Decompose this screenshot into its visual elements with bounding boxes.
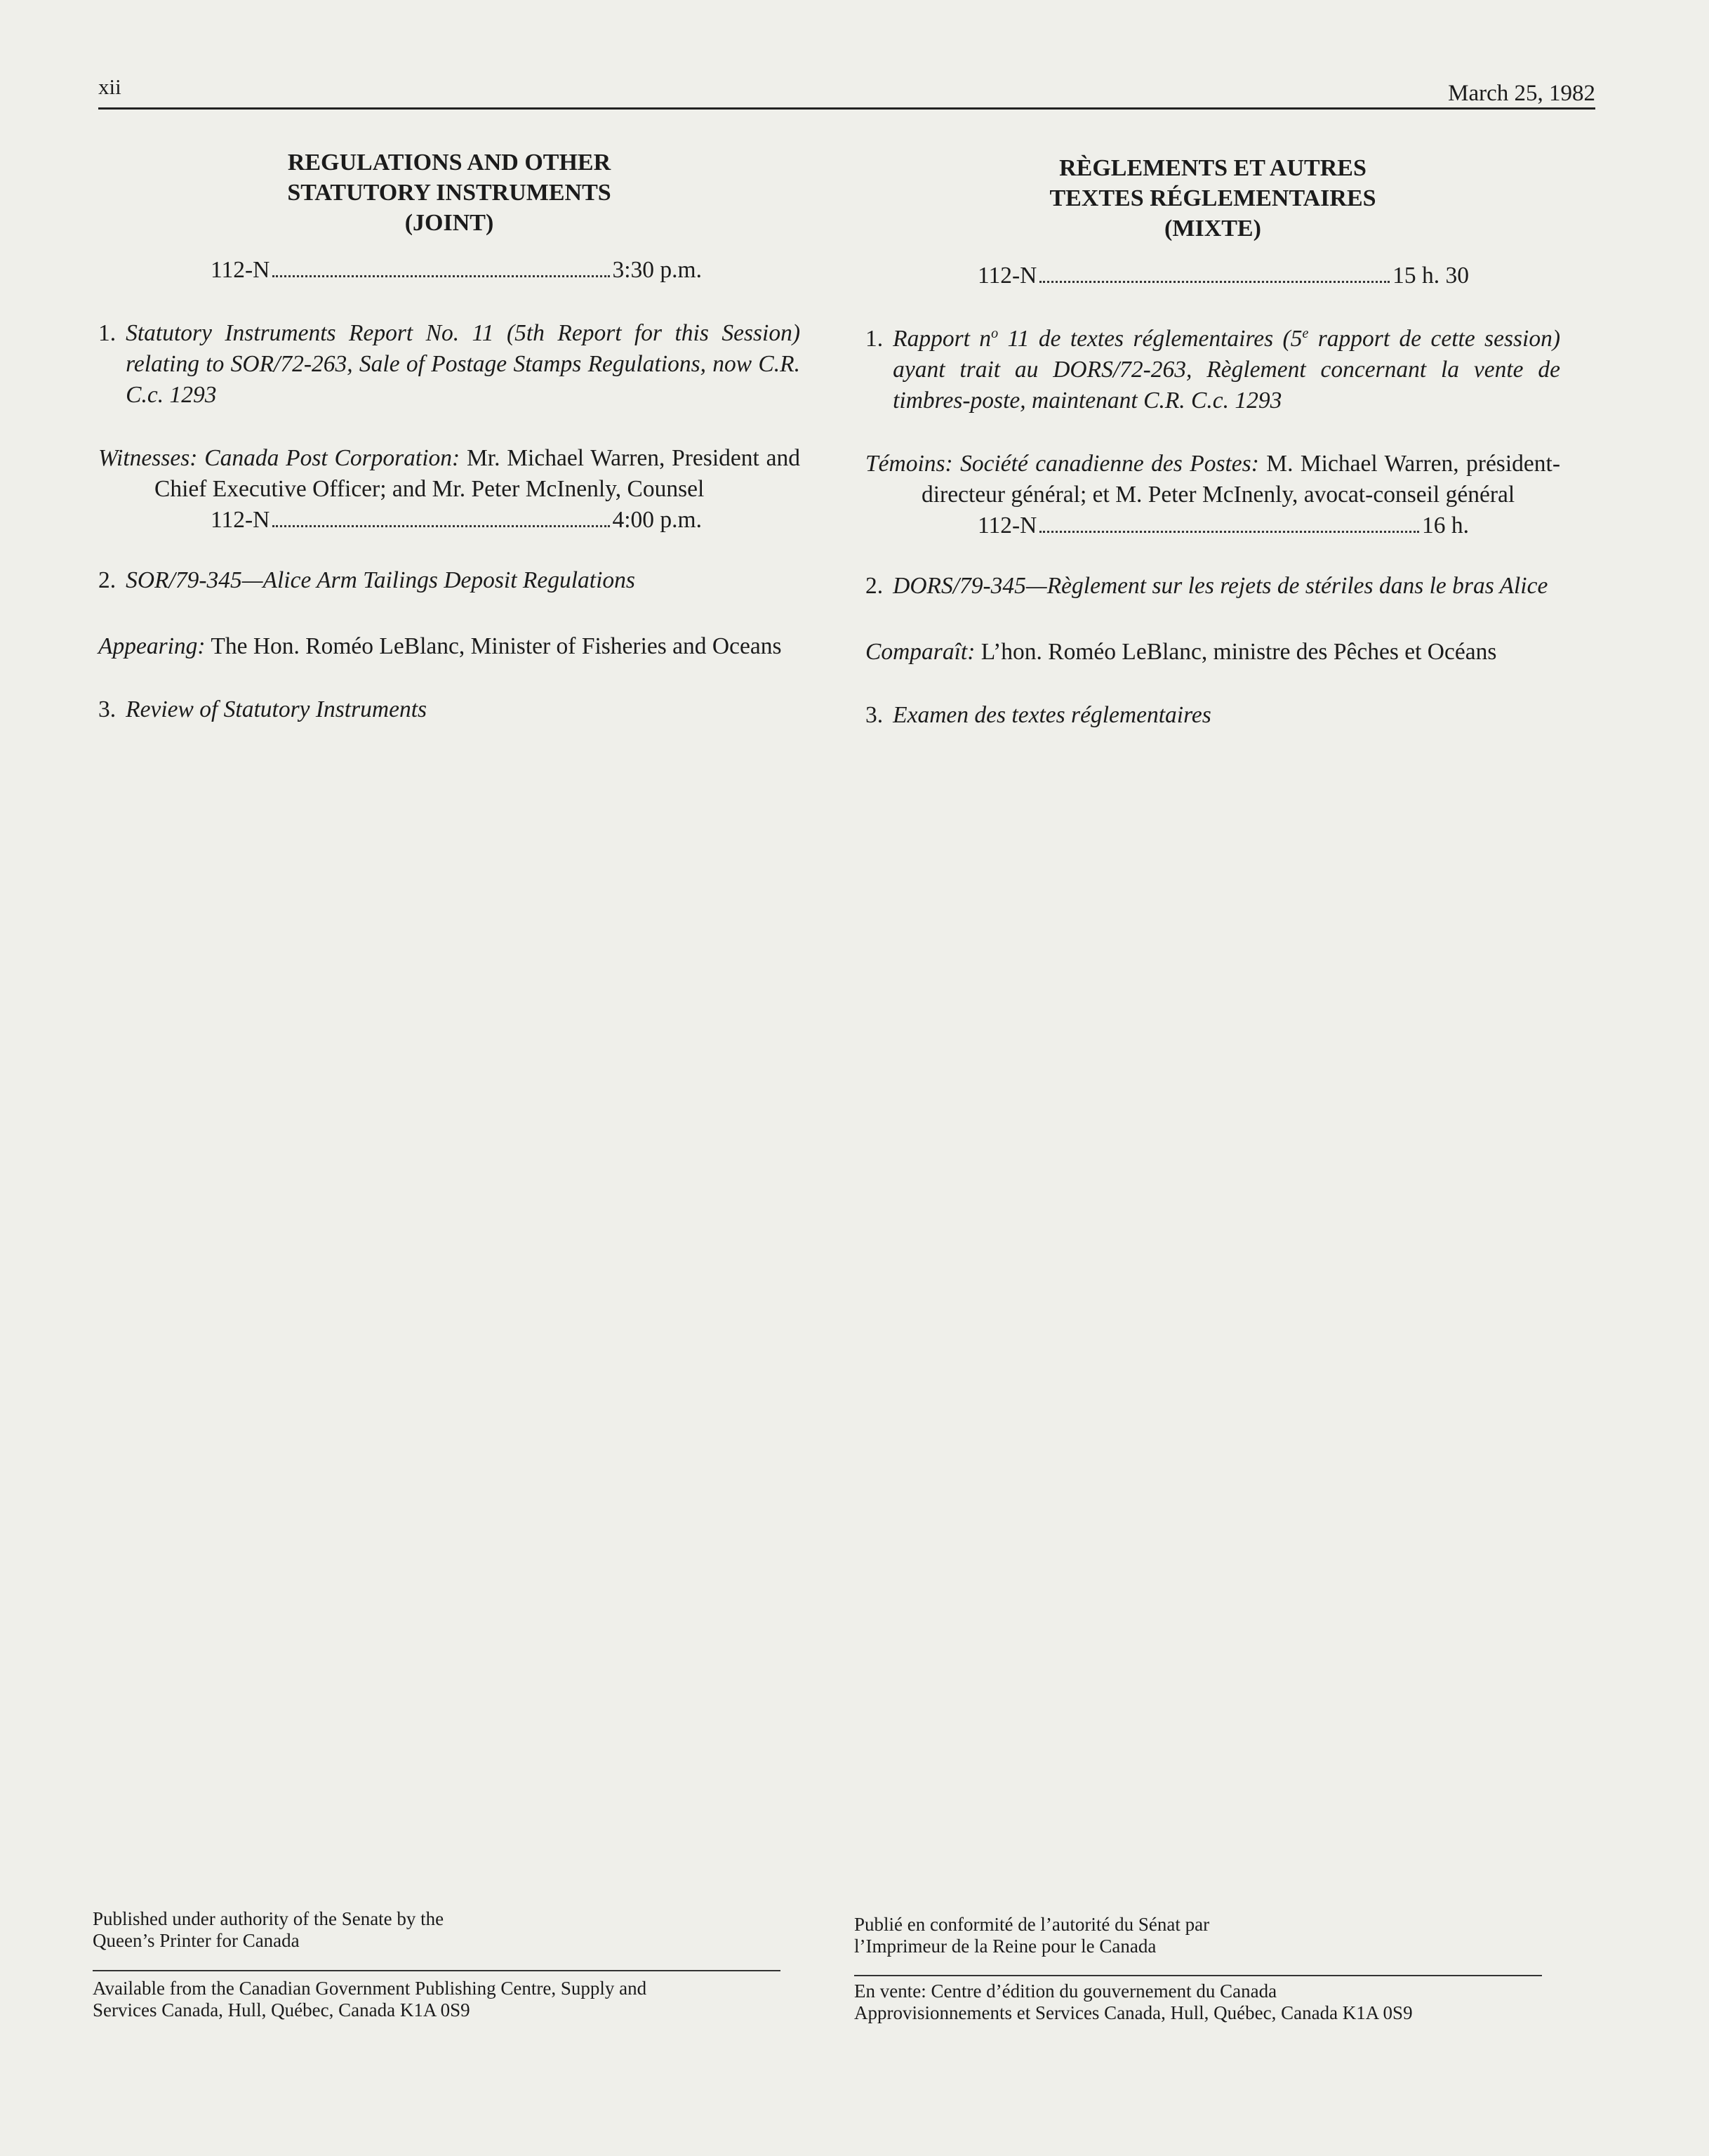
item-number: 3. — [865, 702, 884, 728]
title-line: TEXTES RÉGLEMENTAIRES — [1049, 185, 1376, 211]
superscript: o — [991, 325, 999, 341]
footer-line: Publié en conformité de l’autorité du Sénat par — [854, 1914, 1210, 1935]
footer-line: Queen’s Printer for Canada — [93, 1930, 300, 1951]
header-rule — [98, 107, 1595, 110]
witness-label: Witnesses: Canada Post Corporation: — [98, 445, 460, 471]
agenda-item — [865, 571, 1560, 602]
french-section-title — [865, 153, 1560, 244]
page-number: xii — [98, 74, 121, 99]
item-number: 2. — [98, 567, 117, 593]
meeting-time: 4:00 p.m. — [612, 507, 702, 533]
appearing-label: Appearing: — [98, 633, 206, 659]
agenda-item — [98, 565, 800, 596]
item-number: 3. — [98, 696, 117, 722]
item-text: Examen des textes réglementaires — [893, 702, 1211, 728]
english-column — [98, 147, 800, 725]
item-text: SOR/79-345—Alice Arm Tailings Deposit Regulations — [126, 567, 635, 593]
footer-available-en — [93, 1978, 646, 2021]
title-line: (JOINT) — [404, 210, 494, 236]
footer-available-fr — [854, 1980, 1413, 2024]
agenda-item — [865, 700, 1560, 731]
footer-line: Approvisionnements et Services Canada, Hull, Québec, Canada K1A 0S9 — [854, 2002, 1413, 2023]
meeting-room: 112-N — [978, 263, 1037, 289]
witnesses — [865, 449, 1560, 510]
title-line: (MIXTE) — [1164, 216, 1261, 242]
appearing-label: Comparaît: — [865, 639, 976, 665]
witness-text: M. Michael Warren, président-directeur général; et M. Peter McInenly, avocat-conseil général — [922, 451, 1560, 508]
footer-line: l’Imprimeur de la Reine pour le Canada — [854, 1936, 1157, 1957]
appearing-text: L’hon. Roméo LeBlanc, ministre des Pêches et Océans — [980, 639, 1497, 665]
agenda-item — [865, 324, 1560, 416]
item-text-part: rapport de cette session) ayant trait au DORS/72-263, Règlement concernant la vente de timbres-poste, maintenant C.R. C.c. 1293 — [893, 326, 1561, 414]
meeting-time: 16 h. — [1422, 512, 1469, 538]
meeting-time: 15 h. 30 — [1392, 263, 1469, 289]
item-text-part: Rapport n — [893, 326, 992, 352]
item-number: 1. — [865, 326, 884, 352]
footer-published-en — [93, 1908, 444, 1952]
meeting-time-row — [978, 260, 1469, 291]
appearing-text: The Hon. Roméo LeBlanc, Minister of Fisheries and Oceans — [211, 633, 782, 659]
item-text — [893, 324, 1560, 416]
french-column — [865, 153, 1560, 731]
item-text: DORS/79-345—Règlement sur les rejets de stériles dans le bras Alice — [893, 573, 1548, 599]
item-text: Statutory Instruments Report No. 11 (5th Report for this Session) relating to SOR/72-263, Sale of Postage Stamps Regulations, now C.R. C.c. 1293 — [126, 320, 800, 408]
footer-rule — [93, 1970, 780, 1971]
appearing — [865, 637, 1560, 668]
title-line: REGULATIONS AND OTHER — [287, 150, 611, 176]
page-date: March 25, 1982 — [1448, 81, 1595, 106]
meeting-time-row — [211, 255, 702, 286]
meeting-room: 112-N — [978, 512, 1037, 538]
title-line: RÈGLEMENTS ET AUTRES — [1059, 155, 1366, 181]
footer-line: Published under authority of the Senate by the — [93, 1908, 444, 1929]
footer-line: Available from the Canadian Government Publishing Centre, Supply and — [93, 1978, 647, 1999]
footer-line: Services Canada, Hull, Québec, Canada K1A 0S9 — [93, 1999, 470, 2021]
superscript: e — [1302, 325, 1309, 341]
item-text-part: 11 de textes réglementaires (5 — [998, 326, 1303, 352]
item-text: Review of Statutory Instruments — [126, 696, 427, 722]
dot-leader — [1039, 262, 1390, 283]
dot-leader — [272, 256, 609, 277]
witness-label: Témoins: Société canadienne des Postes: — [865, 451, 1259, 477]
meeting-time: 3:30 p.m. — [612, 257, 702, 283]
item-number: 2. — [865, 573, 884, 599]
footer-rule — [854, 1975, 1542, 1976]
dot-leader — [1039, 512, 1419, 533]
footer-published-fr — [854, 1914, 1209, 1957]
agenda-item — [98, 694, 800, 725]
witnesses — [98, 443, 800, 505]
english-section-title — [98, 147, 800, 238]
dot-leader — [272, 506, 609, 527]
meeting-room: 112-N — [211, 507, 270, 533]
title-line: STATUTORY INSTRUMENTS — [287, 180, 611, 206]
meeting-time-row — [211, 505, 702, 536]
footer-line: En vente: Centre d’édition du gouvernement du Canada — [854, 1980, 1277, 2002]
meeting-room: 112-N — [211, 257, 270, 283]
meeting-time-row — [978, 510, 1469, 541]
witness-text: Mr. Michael Warren, President and Chief Executive Officer; and Mr. Peter McInenly, Counsel — [154, 445, 800, 502]
appearing — [98, 631, 800, 662]
item-number: 1. — [98, 320, 117, 346]
agenda-item — [98, 318, 800, 411]
